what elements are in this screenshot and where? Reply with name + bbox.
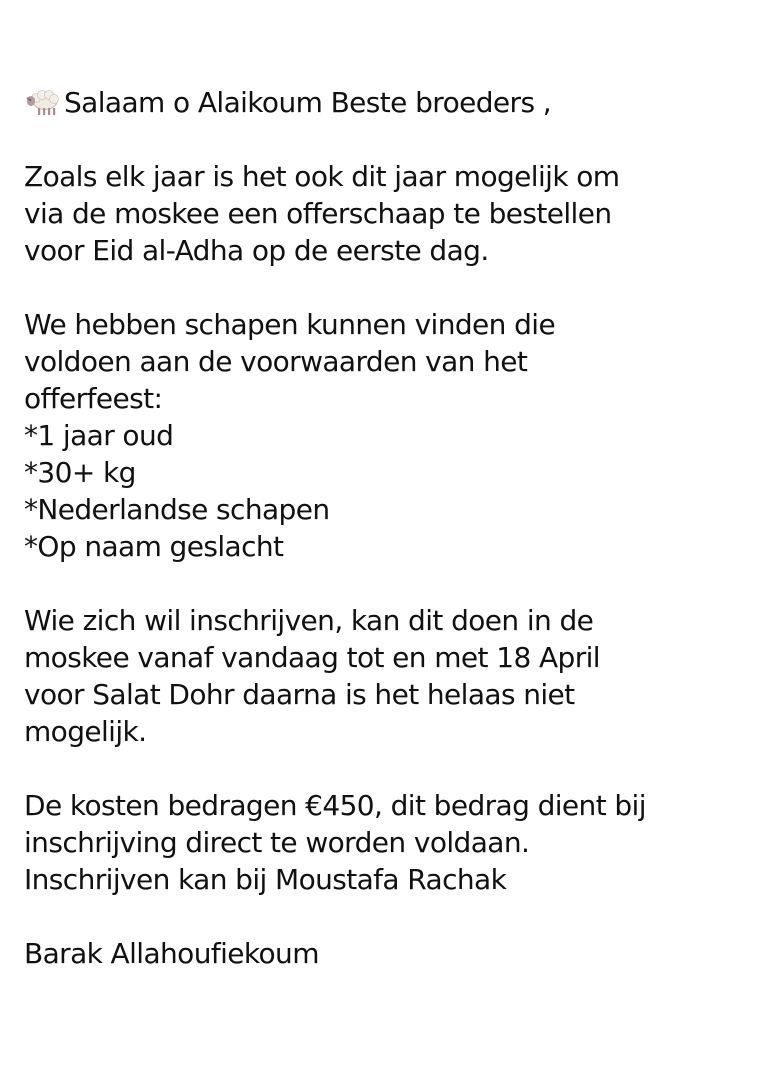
paragraph3-line: mogelijk. [24,715,147,748]
paragraph4-line: inschrijving direct te worden voldaan. [24,826,530,859]
paragraph2-line: voldoen aan de voorwaarden van het [24,345,528,378]
paragraph2-line: offerfeest: [24,382,163,415]
requirement-item: *Op naam geslacht [24,530,284,563]
requirement-item: *Nederlandse schapen [24,493,330,526]
paragraph3-line: Wie zich wil inschrijven, kan dit doen in de [24,604,594,637]
paragraph3-line: moskee vanaf vandaag tot en met 18 April [24,641,600,674]
paragraph1-line: Zoals elk jaar is het ook dit jaar mogelijk om [24,160,620,193]
requirement-item: *1 jaar oud [24,419,174,452]
greeting [24,84,744,121]
paragraph2-line: We hebben schapen kunnen vinden die [24,308,556,341]
spacer [24,750,744,787]
spacer [24,269,744,306]
paragraph1-line: voor Eid al-Adha op de eerste dag. [24,234,489,267]
paragraph4-line: Inschrijven kan bij Moustafa Rachak [24,863,507,896]
spacer [24,565,744,602]
paragraph3-line: voor Salat Dohr daarna is het helaas niet [24,678,575,711]
paragraph4-line: De kosten bedragen €450, dit bedrag dient bij [24,789,646,822]
greeting-text: Salaam o Alaikoum Beste broeders , [64,86,552,119]
spacer [24,898,744,935]
closing-text: Barak Allahoufiekoum [24,937,319,970]
requirement-item: *30+ kg [24,456,136,489]
announcement-text [24,84,744,972]
spacer [24,121,744,158]
sheep-icon [24,87,62,117]
paragraph1-line: via de moskee een offerschaap te bestellen [24,197,612,230]
